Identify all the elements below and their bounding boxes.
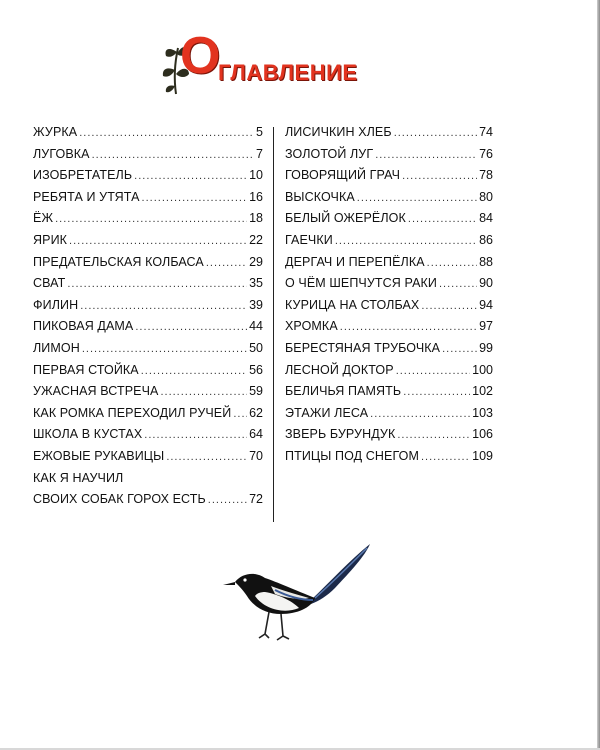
toc-entry-page: 106 xyxy=(472,427,493,442)
toc-leader-dots xyxy=(403,386,470,398)
toc-leader-dots xyxy=(79,127,254,139)
toc-entry-page: 62 xyxy=(249,405,263,420)
toc-entry xyxy=(33,471,263,493)
toc-leader-dots xyxy=(92,149,254,161)
toc-left-column xyxy=(33,125,263,514)
toc-entry xyxy=(285,406,493,428)
toc-entry xyxy=(33,449,263,471)
toc-entry xyxy=(285,211,493,233)
toc-entry xyxy=(285,298,493,320)
toc-entry-title: ФИЛИН xyxy=(33,297,79,312)
toc-entry-title: ЖУРКА xyxy=(33,125,78,139)
toc-entry-title: ПИКОВАЯ ДАМА xyxy=(33,319,134,334)
toc-entry-page: 5 xyxy=(256,125,263,139)
toc-entry-title: ЕЖОВЫЕ РУКАВИЦЫ xyxy=(33,448,165,463)
toc-entry-title: ЁЖ xyxy=(33,211,54,226)
toc-entry-page: 90 xyxy=(479,276,493,291)
toc-right-column xyxy=(285,125,493,471)
toc-entry xyxy=(33,147,263,169)
toc-leader-dots xyxy=(375,149,477,161)
toc-entry-page: 100 xyxy=(472,362,493,377)
toc-entry-page: 109 xyxy=(472,448,493,463)
toc-entry-page: 10 xyxy=(249,168,263,183)
toc-leader-dots xyxy=(408,213,477,225)
toc-entry-title: ЗВЕРЬ БУРУНДУК xyxy=(285,427,396,442)
toc-entry-page: 80 xyxy=(479,189,493,204)
toc-entry xyxy=(33,363,263,385)
toc-entry-page: 39 xyxy=(249,297,263,312)
toc-entry xyxy=(285,449,493,471)
toc-entry-title: СВОИХ СОБАК ГОРОХ ЕСТЬ xyxy=(33,492,206,507)
toc-leader-dots xyxy=(141,365,247,377)
toc-entry-title: ЗОЛОТОЙ ЛУГ xyxy=(285,146,374,161)
magpie-illustration xyxy=(215,538,375,648)
toc-entry-title: ГОВОРЯЩИЙ ГРАЧ xyxy=(285,168,401,183)
toc-entry-title: УЖАСНАЯ ВСТРЕЧА xyxy=(33,384,159,399)
toc-leader-dots xyxy=(208,494,247,506)
toc-entry xyxy=(285,147,493,169)
toc-leader-dots xyxy=(402,170,477,182)
toc-entry xyxy=(33,427,263,449)
toc-leader-dots xyxy=(394,127,477,139)
toc-entry-title: БЕРЕСТЯНАЯ ТРУБОЧКА xyxy=(285,340,441,355)
toc-entry-title: БЕЛЫЙ ОЖЕРЁЛОК xyxy=(285,211,406,226)
toc-entry-page: 59 xyxy=(249,384,263,399)
toc-entry xyxy=(285,427,493,449)
toc-entry-page: 56 xyxy=(249,362,263,377)
toc-entry-page: 29 xyxy=(249,254,263,269)
toc-leader-dots xyxy=(144,429,247,441)
toc-leader-dots xyxy=(397,429,470,441)
toc-entry-title: ЛУГОВКА xyxy=(33,146,90,161)
toc-entry-page: 50 xyxy=(249,340,263,355)
toc-entry xyxy=(33,384,263,406)
toc-entry-page: 97 xyxy=(479,319,493,334)
toc-leader-dots xyxy=(233,408,247,420)
toc-leader-dots xyxy=(134,170,247,182)
toc-entry-title: КУРИЦА НА СТОЛБАХ xyxy=(285,297,420,312)
toc-entry-page: 74 xyxy=(479,125,493,139)
toc-entry-title: ШКОЛА В КУСТАХ xyxy=(33,427,143,442)
toc-entry-page: 16 xyxy=(249,189,263,204)
toc-entry-title: БЕЛИЧЬЯ ПАМЯТЬ xyxy=(285,384,402,399)
toc-entry xyxy=(285,233,493,255)
title-text: ГЛАВЛЕНИЕ xyxy=(218,60,358,85)
toc-entry-title: ПЕРВАЯ СТОЙКА xyxy=(33,362,139,377)
toc-entry xyxy=(285,190,493,212)
toc-entry-page: 22 xyxy=(249,232,263,247)
toc-leader-dots xyxy=(142,192,248,204)
toc-entry-title: ЛИМОН xyxy=(33,340,80,355)
toc-entry-title: ПТИЦЫ ПОД СНЕГОМ xyxy=(285,448,419,463)
toc-entry xyxy=(33,319,263,341)
toc-entry-title: СВАТ xyxy=(33,276,66,291)
toc-leader-dots xyxy=(427,257,477,269)
toc-entry-page: 102 xyxy=(472,384,493,399)
toc-leader-dots xyxy=(370,408,470,420)
toc-entry xyxy=(285,255,493,277)
toc-entry xyxy=(33,211,263,233)
toc-entry xyxy=(33,341,263,363)
page-title xyxy=(160,27,380,98)
toc-entry-page: 44 xyxy=(249,319,263,334)
toc-leader-dots xyxy=(55,213,247,225)
toc-entry xyxy=(285,341,493,363)
toc-entry-title: О ЧЁМ ШЕПЧУТСЯ РАКИ xyxy=(285,276,437,291)
toc-entry xyxy=(285,319,493,341)
toc-entry-title: ИЗОБРЕТАТЕЛЬ xyxy=(33,168,133,183)
toc-entry-page: 35 xyxy=(249,276,263,291)
toc-entry-title: ВЫСКОЧКА xyxy=(285,189,355,204)
toc-entry-page: 7 xyxy=(256,146,263,161)
toc-entry-title: КАК РОМКА ПЕРЕХОДИЛ РУЧЕЙ xyxy=(33,405,232,420)
toc-entry xyxy=(33,298,263,320)
toc-leader-dots xyxy=(135,321,247,333)
toc-entry xyxy=(33,406,263,428)
toc-entry-page: 64 xyxy=(249,427,263,442)
column-divider xyxy=(273,127,274,522)
toc-leader-dots xyxy=(82,343,247,355)
toc-leader-dots xyxy=(69,235,247,247)
toc-entry-page: 70 xyxy=(249,448,263,463)
toc-entry-title: КАК Я НАУЧИЛ xyxy=(33,470,124,485)
toc-leader-dots xyxy=(421,300,477,312)
toc-entry xyxy=(33,125,263,147)
toc-entry xyxy=(33,255,263,277)
toc-leader-dots xyxy=(67,278,247,290)
toc-entry-page: 103 xyxy=(472,405,493,420)
toc-entry-page: 84 xyxy=(479,211,493,226)
toc-entry-title: ЭТАЖИ ЛЕСА xyxy=(285,405,369,420)
toc-leader-dots xyxy=(160,386,247,398)
toc-entry-page: 88 xyxy=(479,254,493,269)
toc-entry xyxy=(33,276,263,298)
toc-entry-page: 76 xyxy=(479,146,493,161)
toc-entry-title: ДЕРГАЧ И ПЕРЕПЁЛКА xyxy=(285,254,425,269)
toc-leader-dots xyxy=(357,192,477,204)
toc-entry xyxy=(285,363,493,385)
toc-entry xyxy=(33,190,263,212)
toc-entry-page: 94 xyxy=(479,297,493,312)
toc-entry-title: РЕБЯТА И УТЯТА xyxy=(33,189,140,204)
toc-entry-page: 99 xyxy=(479,340,493,355)
toc-leader-dots xyxy=(396,365,470,377)
toc-entry-title: ЛИСИЧКИН ХЛЕБ xyxy=(285,125,392,139)
toc-leader-dots xyxy=(340,321,477,333)
toc-leader-dots xyxy=(80,300,247,312)
toc-entry-title: ПРЕДАТЕЛЬСКАЯ КОЛБАСА xyxy=(33,254,204,269)
toc-leader-dots xyxy=(335,235,477,247)
toc-entry-title: ЯРИК xyxy=(33,232,68,247)
title-initial: О xyxy=(180,27,221,85)
toc-entry xyxy=(285,384,493,406)
toc-leader-dots xyxy=(206,257,247,269)
toc-entry xyxy=(33,168,263,190)
toc-leader-dots xyxy=(421,451,470,463)
toc-entry xyxy=(33,492,263,514)
toc-entry-title: ХРОМКА xyxy=(285,319,338,334)
toc-entry-title: ГАЕЧКИ xyxy=(285,232,333,247)
toc-entry xyxy=(285,125,493,147)
toc-entry-title: ЛЕСНОЙ ДОКТОР xyxy=(285,362,394,377)
toc-entry xyxy=(285,168,493,190)
toc-entry-page: 86 xyxy=(479,232,493,247)
toc-entry-page: 72 xyxy=(249,492,263,507)
toc-entry-page: 78 xyxy=(479,168,493,183)
toc-entry xyxy=(285,276,493,298)
toc-leader-dots xyxy=(442,343,477,355)
toc-leader-dots xyxy=(166,451,247,463)
toc-entry xyxy=(33,233,263,255)
toc-leader-dots xyxy=(439,278,477,290)
toc-entry-page: 18 xyxy=(249,211,263,226)
